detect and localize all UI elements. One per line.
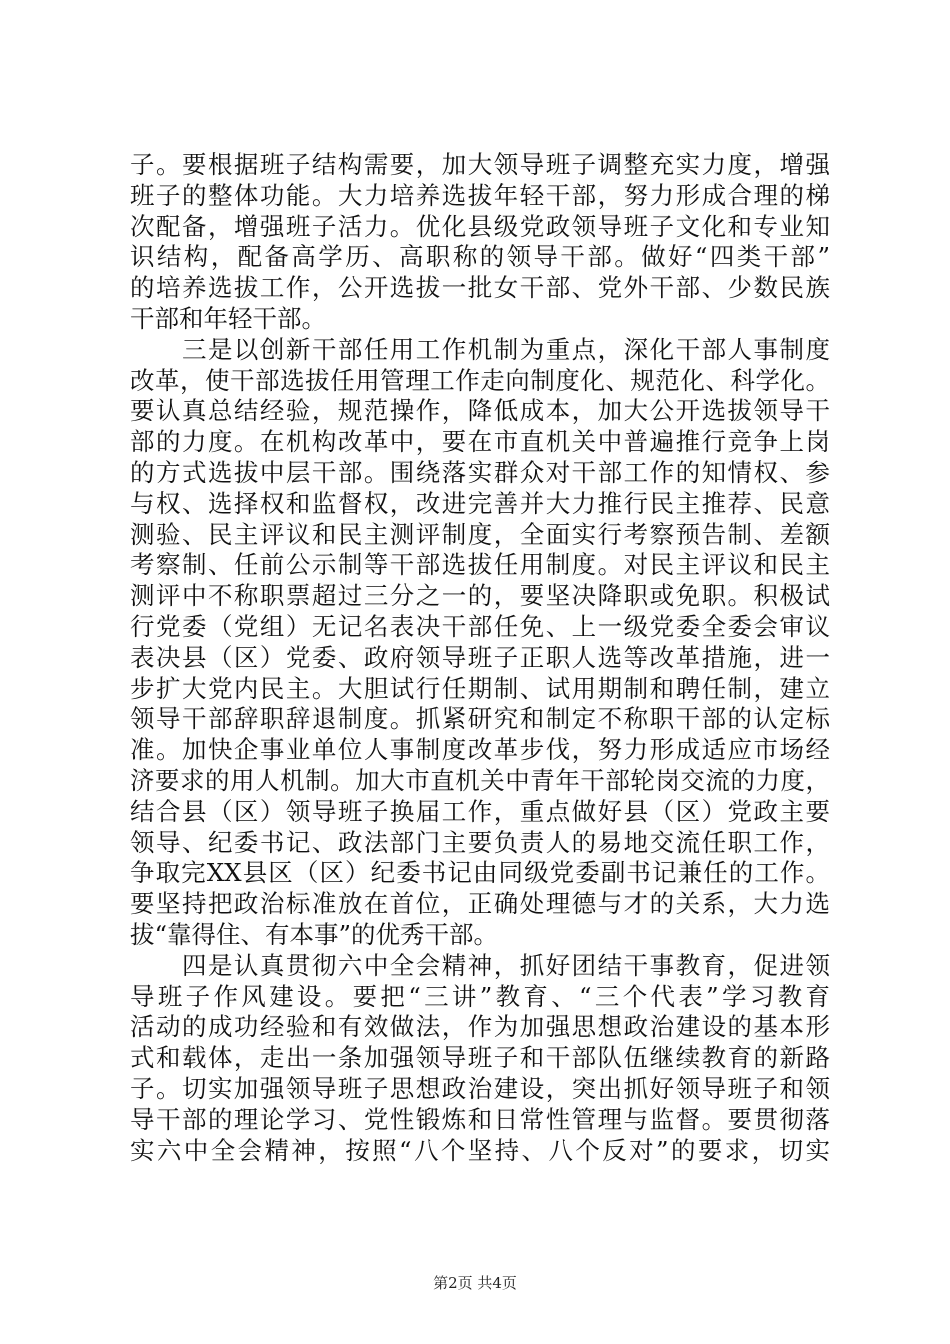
text-line: 的培养选拔工作，公开选拔一批女干部、党外干部、少数民族 [130, 273, 830, 303]
text-line: 识结构，配备高学历、高职称的领导干部。做好“四类干部” [130, 242, 830, 272]
text-line: 行党委（党组）无记名表决干部任免、上一级党委全委会审议 [130, 611, 830, 641]
text-line: 导干部的理论学习、党性锻炼和日常性管理与监督。要贯彻落 [130, 1104, 830, 1134]
text-line: 改革，使干部选拔任用管理工作走向制度化、规范化、科学化。 [130, 365, 830, 395]
text-line: 次配备，增强班子活力。优化县级党政领导班子文化和专业知 [130, 211, 830, 241]
text-line: 导班子作风建设。要把“三讲”教育、“三个代表”学习教育 [130, 981, 830, 1011]
text-line: 领导干部辞职辞退制度。抓紧研究和制定不称职干部的认定标 [130, 704, 830, 734]
text-line: 实六中全会精神，按照“八个坚持、八个反对”的要求，切实 [130, 1135, 830, 1165]
text-line: 领导、纪委书记、政法部门主要负责人的易地交流任职工作， [130, 827, 830, 857]
text-line: 子。要根据班子结构需要，加大领导班子调整充实力度，增强 [130, 150, 830, 179]
text-line: 干部和年轻干部。 [130, 303, 326, 333]
text-line: 结合县（区）领导班子换届工作，重点做好县（区）党政主要 [130, 796, 830, 826]
text-line: 步扩大党内民主。大胆试行任期制、试用期制和聘任制，建立 [130, 673, 830, 703]
text-line: 测验、民主评议和民主测评制度，全面实行考察预告制、差额 [130, 519, 830, 549]
text-line: 三是以创新干部任用工作机制为重点，深化干部人事制度 [130, 334, 830, 364]
text-line: 班子的整体功能。大力培养选拔年轻干部，努力形成合理的梯 [130, 180, 830, 210]
document-body [130, 150, 830, 1166]
text-line: 考察制、任前公示制等干部选拔任用制度。对民主评议和民主 [130, 550, 830, 580]
text-line: 要认真总结经验，规范操作，降低成本，加大公开选拔领导干 [130, 396, 830, 426]
text-line: 活动的成功经验和有效做法，作为加强思想政治建设的基本形 [130, 1012, 830, 1042]
text-line: 争取完XX县区（区）纪委书记由同级党委副书记兼任的工作。 [130, 858, 830, 888]
text-line: 四是认真贯彻六中全会精神，抓好团结干事教育，促进领 [130, 950, 830, 980]
page-footer: 第2页 共4页 [433, 1274, 517, 1292]
text-line: 与权、选择权和监督权，改进完善并大力推行民主推荐、民意 [130, 488, 830, 518]
text-line: 拔“靠得住、有本事”的优秀干部。 [130, 919, 499, 949]
text-line: 要坚持把政治标准放在首位，正确处理德与才的关系，大力选 [130, 889, 830, 919]
text-line: 部的力度。在机构改革中，要在市直机关中普遍推行竞争上岗 [130, 427, 830, 457]
text-line: 式和载体，走出一条加强领导班子和干部队伍继续教育的新路 [130, 1043, 830, 1073]
text-line: 的方式选拔中层干部。围绕落实群众对干部工作的知情权、参 [130, 457, 830, 487]
text-line: 测评中不称职票超过三分之一的，要坚决降职或免职。积极试 [130, 581, 830, 611]
text-line: 准。加快企事业单位人事制度改革步伐，努力形成适应市场经 [130, 735, 830, 765]
text-line: 子。切实加强领导班子思想政治建设，突出抓好领导班子和领 [130, 1073, 830, 1103]
text-line: 表决县（区）党委、政府领导班子正职人选等改革措施，进一 [130, 642, 830, 672]
text-line: 济要求的用人机制。加大市直机关中青年干部轮岗交流的力度， [130, 765, 830, 795]
